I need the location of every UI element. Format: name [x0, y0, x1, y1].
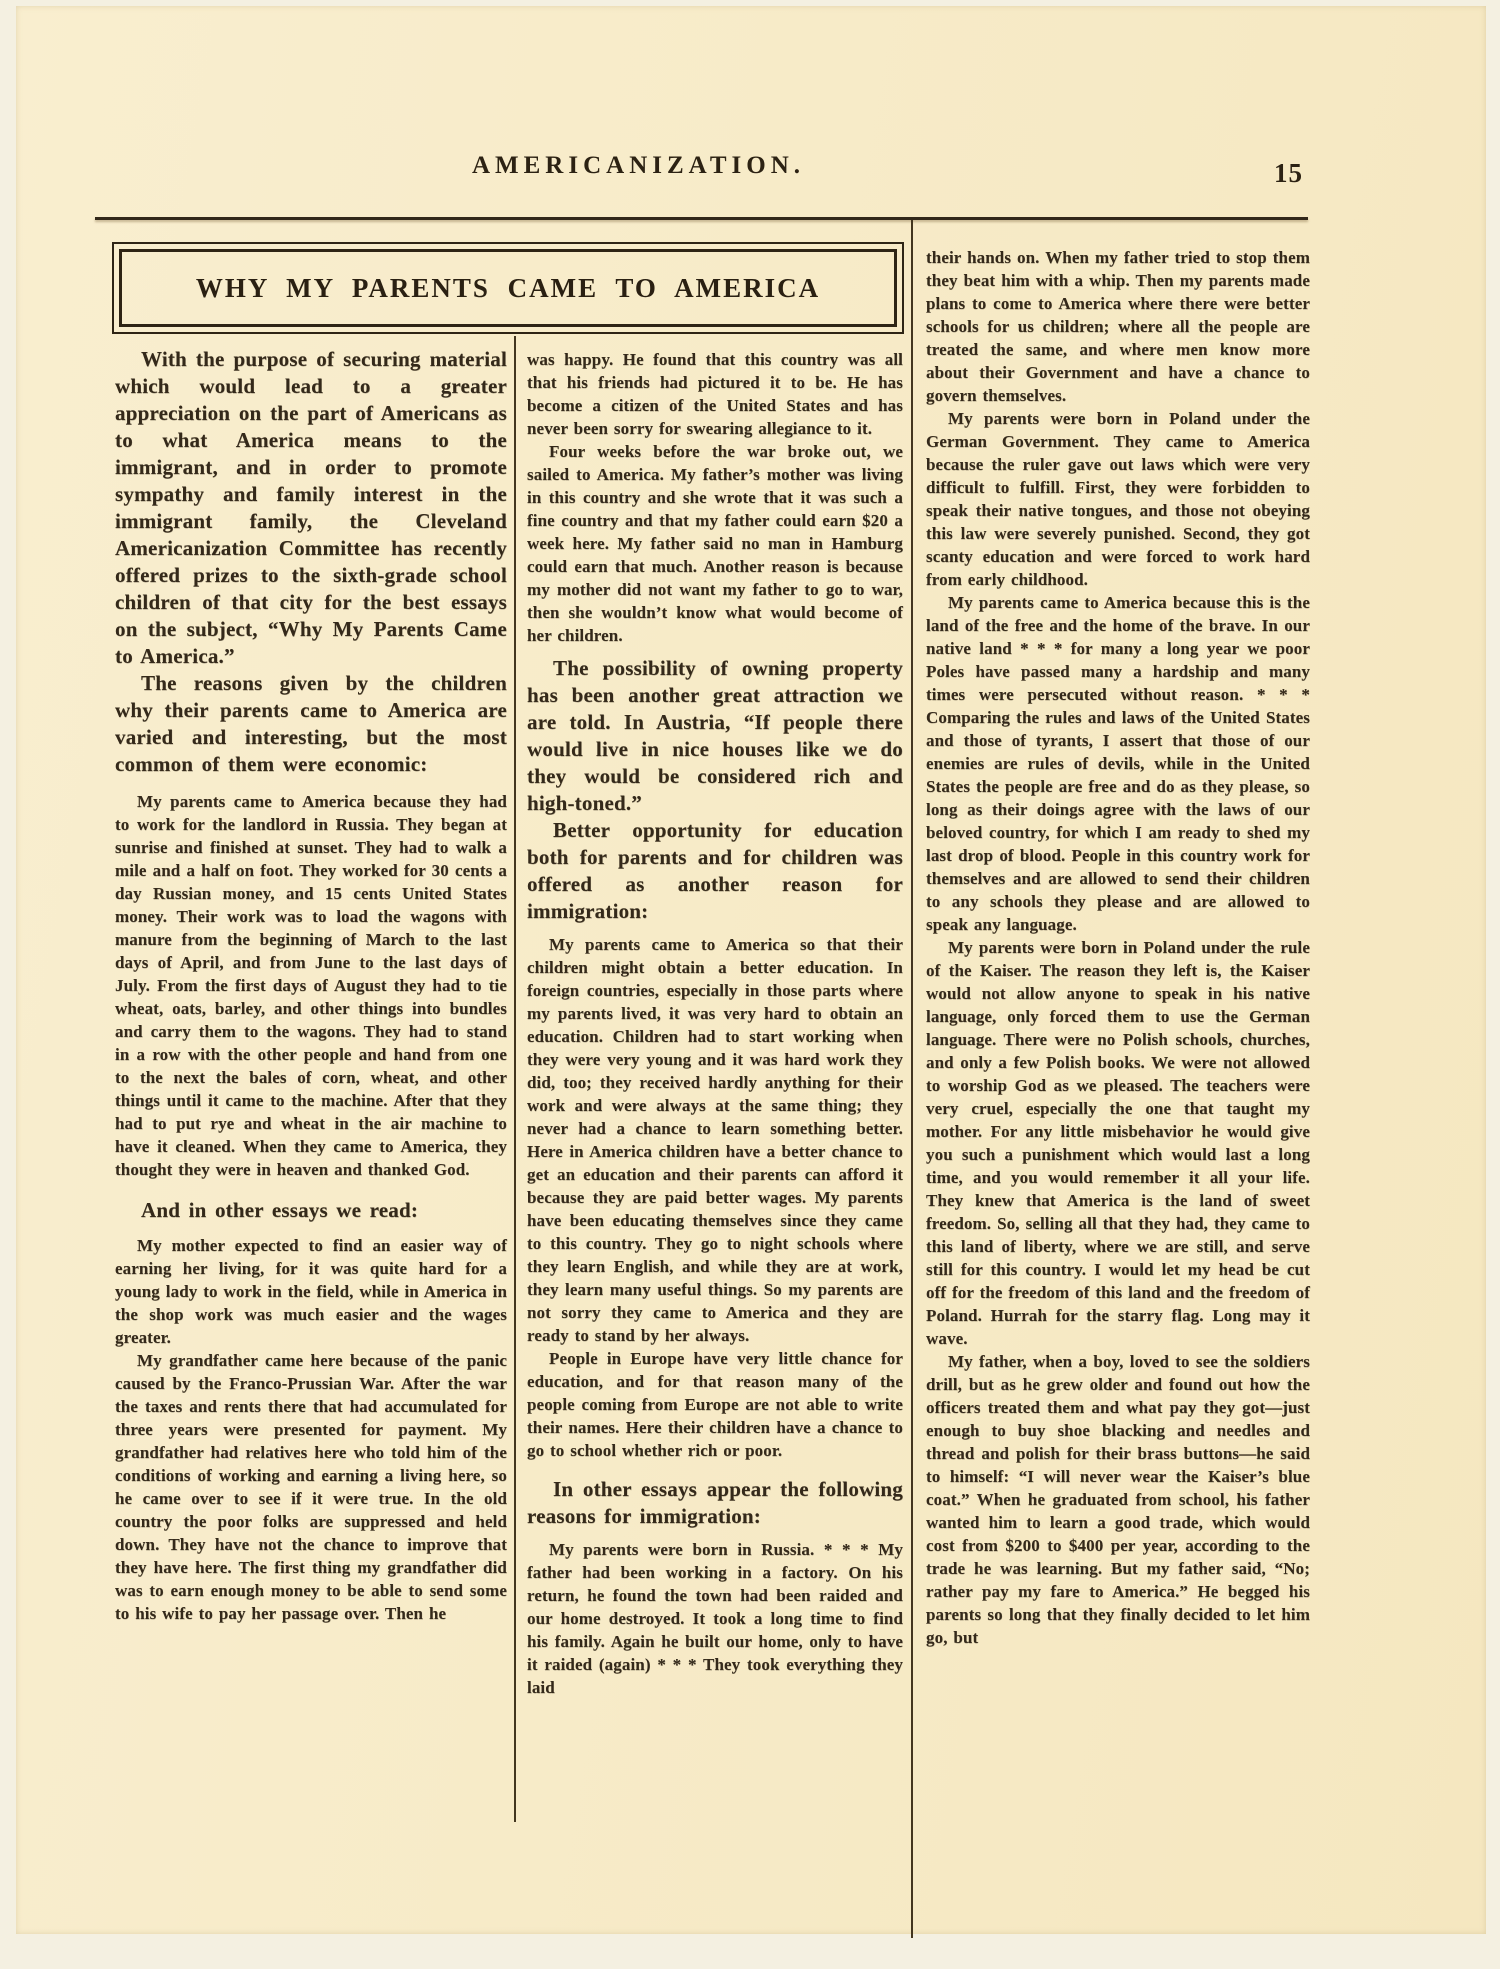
- column-divider-2: [911, 220, 913, 1938]
- essay-excerpt: My parents were born in Russia. * * * My father had been working in a factory. On his return, he found the town had been raided and our home destroyed. It took a long time to find his family. Again he built our home, only to have it raided (again) * * * They took everything they laid: [527, 1540, 903, 1697]
- section-subhead: In other essays appear the following reasons for immigration:: [527, 1477, 903, 1528]
- reasons-paragraph: The reasons given by the children why their parents came to America are varied and interesting, but the most common of them were economic:: [115, 671, 507, 776]
- essay-excerpt: My father, when a boy, loved to see the soldiers drill, but as he grew older and found out how the officers treated them and what pay they got—just enough to buy shoe blacking and needles and thread and polish for their brass buttons—he said to himself: “I will never wear the Kaiser’s blue coat.” When he graduated from school, his father wanted him to learn a good trade, which would cost from $200 to $400 per year, according to the trade he was learning. But my father said, “No; rather pay my fare to America.” He begged his parents so long that they finally decided to let him go, but: [926, 1352, 1310, 1647]
- intro-paragraph: With the purpose of securing material which would lead to a greater appreciation on the part of Americans as to what America means to the immigrant, and in order to promote sympathy and family interest in the immigrant family, the Cleveland Americanization Committee has recently offered prizes to the sixth-grade school children of that city for the best essays on the subject, “Why My Parents Came to America.”: [115, 347, 507, 668]
- editorial-paragraph: The possibility of owning property has been another great attraction we are told. In Austria, “If people there would live in nice houses like we do they would be considered rich and high-toned.”: [527, 656, 903, 815]
- essay-excerpt: My mother expected to find an easier way of earning her living, for it was quite hard for a young lady to work in the field, while in America in the shop work was much easier and the wages greater.: [115, 1236, 507, 1347]
- article-title-box: [112, 242, 904, 334]
- column-divider-1: [514, 336, 516, 1822]
- essay-excerpt: My parents were born in Poland under the German Government. They came to America because the ruler gave out laws which were very difficult to fulfill. First, they were forbidden to speak their native tongues, and those not obeying this law were severely punished. Second, they got scanty education and were forced to work hard from early childhood.: [926, 409, 1310, 589]
- column-1: [115, 346, 507, 1625]
- essay-excerpt: My parents came to America because they had to work for the landlord in Russia. They began at sunrise and finished at sunset. They had to walk a mile and a half on foot. They worked for 30 cents a day Russian money, and 15 cents United States money. Their work was to load the wagons with manure from the beginning of March to the last days of April, and from June to the last days of July. From the first days of August they had to tie wheat, oats, barley, and other things into bundles and carry them to the wagons. They had to stand in a row with the other people and hand from one to the next the bales of corn, wheat, and other things until it came to the machine. After that they had to put rye and wheat in the air machine to have it cleaned. When they came to America, they thought they were in heaven and thanked God.: [115, 792, 507, 1179]
- page-number: 15: [1274, 158, 1303, 188]
- essay-excerpt: My parents came to America so that their children might obtain a better education. In foreign countries, especially in those parts where my parents lived, it was very hard to obtain an education. Children had to start working when they were very young and it was hard work they did, too; they received hardly anything for their work and were always at the same thing; they never had a chance to learn something better. Here in America children have a better chance to get an education and their parents can afford it because they are paid better wages. My parents have been educating themselves since they came to this country. They go to night schools where they learn English, and while they are at work, they learn many useful things. So my parents are not sorry they came to America and they are ready to stand by her always.: [527, 935, 903, 1345]
- column-2: [527, 348, 903, 1699]
- essay-excerpt-continued: was happy. He found that this country was all that his friends had pictured it to be. He has become a citizen of the United States and has never been sorry for swearing allegiance to it.: [527, 350, 903, 438]
- essay-excerpt-continued: their hands on. When my father tried to stop them they beat him with a whip. Then my parents made plans to come to America where there were better schools for us children; where all the people are treated the same, and where men know more about their Government and have a chance to govern themselves.: [926, 248, 1310, 405]
- essay-excerpt: My parents came to America because this is the land of the free and the home of the brave. In our native land * * * for many a long year we poor Poles have passed many a hardship and many times were persecuted without reason. * * * Comparing the rules and laws of the United States and those of tyrants, I assert that those of our enemies are rules of devils, while in the United States the people are free and do as they please, so long as their doings agree with the laws of our beloved country, for which I am ready to shed my last drop of blood. People in this country work for themselves and are allowed to send their children to any schools they please and are allowed to speak any language.: [926, 593, 1310, 934]
- essay-excerpt: My parents were born in Poland under the rule of the Kaiser. The reason they left is, the Kaiser would not allow anyone to speak in his native language, only forced them to use the German language. There were no Polish schools, churches, and only a few Polish books. We were not allowed to worship God as we pleased. The teachers were very cruel, especially the one that taught my mother. For any little misbehavior he would give you such a punishment which would last a long time, and you would remember it all your life. They knew that America is the land of sweet freedom. So, selling all that they had, they came to this land of liberty, where we are still, and serve still for this country. I would let my head be cut off for the freedom of this land and the freedom of Poland. Hurrah for the starry flag. Long may it wave.: [926, 938, 1310, 1348]
- editorial-paragraph: Better opportunity for education both for parents and for children was offered as another reason for immigration:: [527, 818, 903, 923]
- essay-excerpt: People in Europe have very little chance for education, and for that reason many of the people coming from Europe are not able to write their names. Here their children have a chance to go to school whether rich or poor.: [527, 1349, 903, 1460]
- article-title: WHY MY PARENTS CAME TO AMERICA: [195, 272, 821, 303]
- essay-excerpt: My grandfather came here because of the panic caused by the Franco-Prussian War. After the war the taxes and rents there that had accumulated for three years were presented for payment. My grandfather had relatives here who told him of the conditions of working and earning a living here, so he came over to see if it were true. In the old country the poor folks are suppressed and held down. They have not the chance to improve that they have here. The first thing my grandfather did was to earn enough money to be able to send some to his wife to pay her passage over. Then he: [115, 1351, 507, 1623]
- header-rule: [95, 217, 1308, 220]
- section-subhead: And in other essays we read:: [141, 1198, 419, 1222]
- running-head: AMERICANIZATION.: [471, 152, 806, 179]
- column-3: [926, 246, 1310, 1649]
- scanned-page: [16, 6, 1486, 1934]
- article-title-box-inner: [119, 249, 897, 327]
- essay-excerpt: Four weeks before the war broke out, we sailed to America. My father’s mother was living in this country and she wrote that it was such a fine country and that my father could earn $20 a week here. My father said no man in Hamburg could earn that much. Another reason is because my mother did not want my father to go to war, then she wouldn’t know what would become of her children.: [527, 442, 903, 645]
